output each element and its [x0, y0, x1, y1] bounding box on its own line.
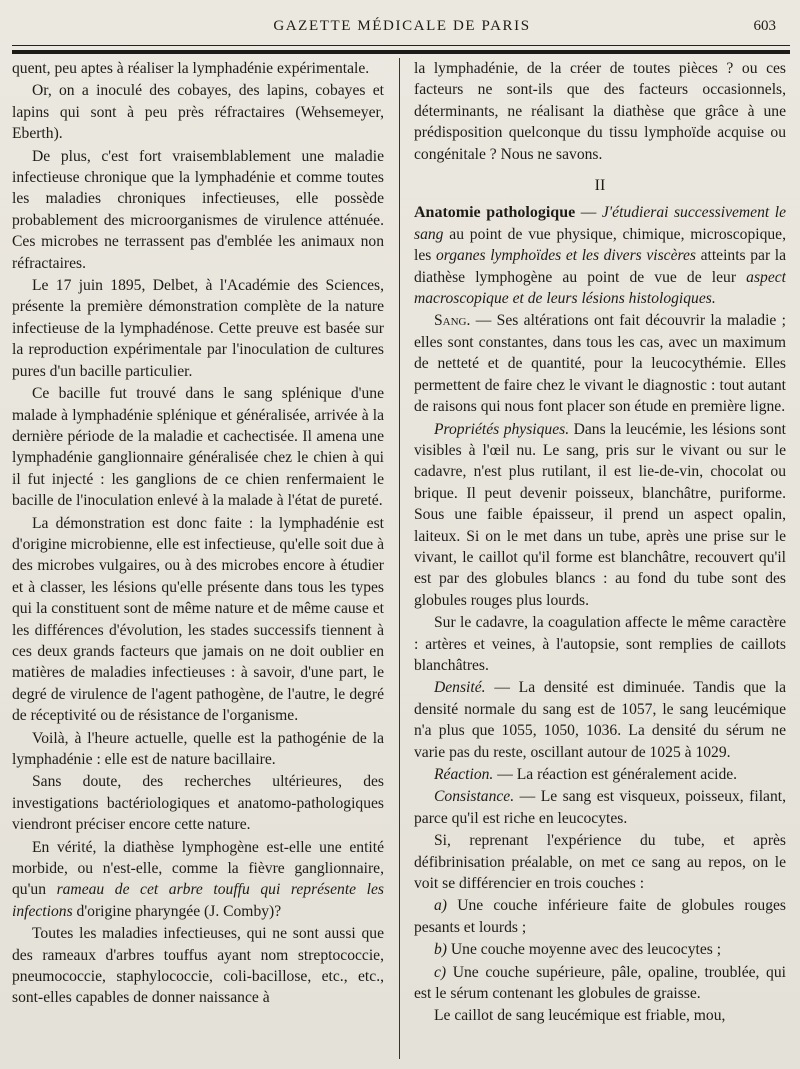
italic-quote: rameau de cet arbre touffu qui représente les infections [12, 881, 384, 920]
paragraph: Ce bacille fut trouvé dans le sang splénique d'une malade à lymphadénie splénique et généralisée, arrivée à la dernière période de la maladie et cachectisée. Il amena une lymphadénie ganglionnaire généralisée chez le chien à qui il fut injecté : les ganglions de ce chien renfermaient le bacille de l'inoculation enlevé à la malade à l'état de pureté. [12, 385, 384, 510]
header-rule-thin [12, 45, 790, 46]
section-heading: Anatomie pathologique [414, 204, 576, 222]
paragraph: Si, reprenant l'expérience du tube, et après défibrinisation préalable, on met ce sang au repos, on le voit se différencier en trois couches : [414, 832, 786, 893]
text-run: En vérité, la diathèse lymphogène est-elle une entité morbide, ou n'est-elle, comme la fièvre ganglionnaire, qu'un [12, 838, 384, 899]
paragraph [12, 837, 384, 923]
paragraph: Voilà, à l'heure actuelle, quelle est la pathogénie de la lymphadénie : elle est de nature bacillaire. [12, 729, 384, 768]
list-marker: a) [434, 897, 447, 915]
text-run: Une couche supérieure, pâle, opaline, troublée, qui est le sérum contenant les globules de graisse. [414, 963, 786, 1003]
right-column [414, 58, 786, 1059]
paragraph: La démonstration est donc faite : la lymphadénie est d'origine microbienne, elle est infectieuse, qu'elle soit due à des microbes vulgaires, ou à des microbes encore à étudier et à classer, les lésions qu'elle présente dans tous les types qui la constituent sont de même nature et de même cause et les différences d'évolution, les stades successifs tiennent à ces deux grands facteurs que jamais on ne doit oublier en matières de maladies infectieuses : à savoir, d'une part, le degré de virulence de l'agent pathogène, de l'autre, le degré de réceptivité ou de résistance de l'organisme. [12, 514, 384, 725]
paragraph: Or, on a inoculé des cobayes, des lapins, cobayes et lapins qui sont à peu près réfractaires (Wehsemeyer, Eberth). [12, 82, 384, 143]
paragraph [414, 419, 786, 612]
paragraph: Toutes les maladies infectieuses, qui ne sont aussi que des rameaux d'arbres touffus ayant nom streptococcie, pneumococcie, staphylococcie, coli-bacillose, etc., etc., sont-elles capables de donner naissance à [12, 925, 384, 1007]
page-number: 603 [753, 18, 776, 34]
paragraph: Le 17 juin 1895, Delbet, à l'Académie des Sciences, présente la première démonstration complète de la nature infectieuse de la lymphadénose. Cette preuve est basée sur la reproduction expérimentale par l'inoculation de cultures pures d'un bacille particulier. [12, 277, 384, 380]
paragraph [414, 310, 786, 417]
text-run: — La réaction est généralement acide. [493, 766, 738, 783]
column-divider [399, 58, 400, 1059]
paragraph: Sur le cadavre, la coagulation affecte le même caractère : artères et veines, à l'autopsie, sont remplies de caillots blanchâtres. [414, 614, 786, 674]
paragraph: Sans doute, des recherches ultérieures, des investigations bactériologiques et anatomo-pathologiques viendront préciser encore cette nature. [12, 773, 384, 834]
italic-text: aspect macroscopique et de leurs lésions histologiques. [414, 268, 786, 308]
paragraph: la lymphadénie, de la créer de toutes pièces ? ou ces facteurs ne sont-ils que des facteurs occasionnels, déterminants, ne réalisant la diathèse que grâce à une prédisposition quelconque du tissu lymphoïde acquise ou congénitale ? Nous ne savons. [414, 60, 786, 163]
subheading-proprietes: Propriétés physiques. [434, 420, 570, 438]
text-run: Une couche moyenne avec des leucocytes ; [447, 941, 722, 959]
list-item [414, 939, 786, 960]
paragraph: quent, peu aptes à réaliser la lymphadénie expérimentale. [12, 60, 370, 77]
header-rule-thick [12, 50, 790, 54]
text-run: — [575, 204, 602, 222]
list-item [414, 962, 786, 1005]
paragraph [414, 764, 786, 785]
text-run: — La densité est diminuée. Tandis que la densité normale du sang est de 1057, le sang leucémique n'a plus que 1055, 1050, 1036. La densité du sérum ne varie pas du reste, oscillant autour de 1025 à 1029. [414, 679, 786, 761]
subheading-reaction: Réaction. [434, 766, 494, 783]
list-marker: c) [434, 963, 447, 981]
page-header [12, 12, 792, 46]
section-number: II [594, 177, 606, 195]
journal-title: GAZETTE MÉDICALE DE PARIS [273, 18, 531, 34]
paragraph: Le caillot de sang leucémique est friable, mou, [434, 1007, 726, 1025]
text-run: d'origine pharyngée (J. Comby)? [72, 902, 282, 920]
paragraph: De plus, c'est fort vraisemblablement une maladie infectieuse chronique que la lymphadénie et comme toutes les maladies chroniques infectieuses, elle possède probablement des microorganismes de virulence atténuée. Ces microbes ne terrassent pas d'emblée les animaux non réfractaires. [12, 147, 384, 272]
paragraph [414, 677, 786, 763]
italic-text: organes lymphoïdes et les divers viscères [435, 247, 696, 265]
text-run: Une couche inférieure faite de globules rouges pesants et lourds ; [414, 897, 786, 936]
subheading-sang: Sang. [434, 312, 471, 330]
left-column [12, 58, 384, 1059]
italic-text: J'étudierai successivement le sang [414, 204, 786, 243]
subheading-densite: Densité. [434, 679, 486, 697]
text-run: — Le sang est visqueux, poisseux, filant, parce qu'il est riche en leucocytes. [414, 788, 786, 827]
paragraph [414, 786, 786, 829]
text-run: atteints par la diathèse lymphogène au point de vue de leur [414, 247, 786, 286]
text-run: — Ses altérations ont fait découvrir la maladie ; elles sont constantes, dans tous les cas, avec un maximum de netteté et de quantité, pour la leucocythémie. Elles permettent de faire chez le vivant le diagnostic : tout autant de raisons qui nous font placer son étude en première ligne. [414, 312, 786, 416]
text-run: au point de vue physique, chimique, microscopique, les [414, 225, 786, 265]
list-marker: b) [434, 941, 447, 959]
list-item [414, 895, 786, 938]
subheading-consistance: Consistance. [434, 788, 515, 806]
text-run: Dans la leucémie, les lésions sont visibles à l'œil nu. Le sang, pris sur le vivant ou sur le cadavre, n'est plus rutilant, il est lie-de-vin, chocolat ou brique. Il peut devenir poisseux, blanchâtre, puriforme. Sous une faible épaisseur, il prend un aspect opalin, laiteux. Si on le met dans un tube, après une prise sur le vivant, le caillot qu'il forme est blanchâtre, recouvert qu'il est par des globules blancs : au fond du tube sont des globules rouges plus lourds. [414, 420, 786, 609]
